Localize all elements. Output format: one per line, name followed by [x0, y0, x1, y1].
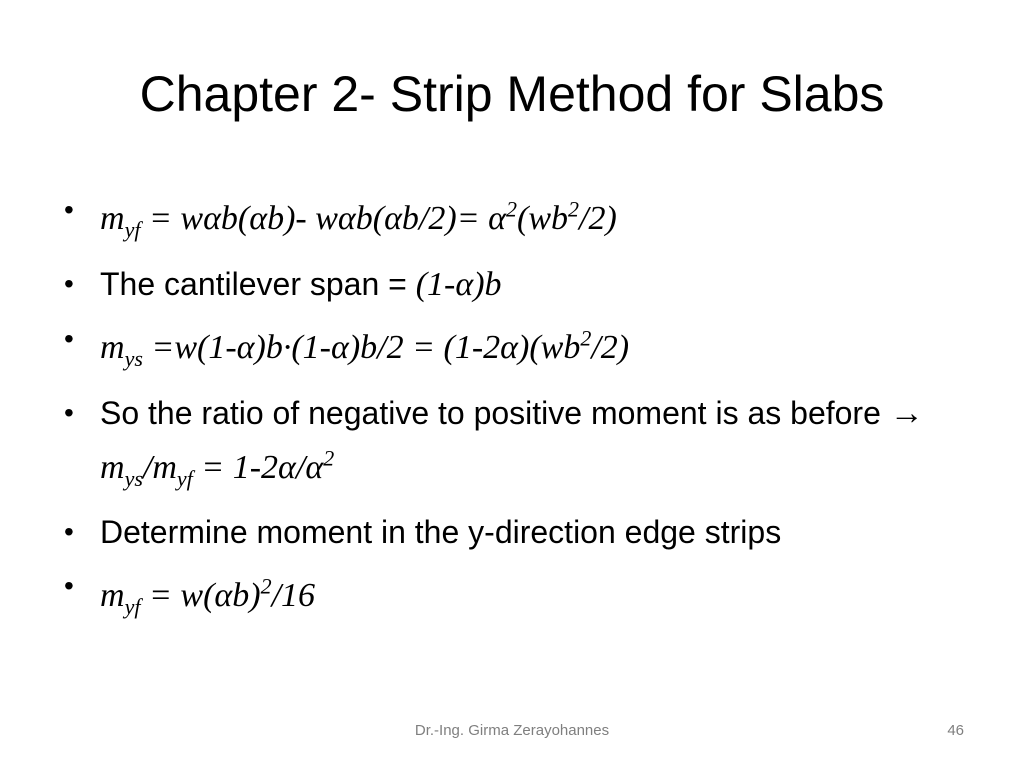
page-number: 46 — [947, 722, 964, 739]
eq-part: /2) — [591, 329, 630, 367]
eq-superscript: 2 — [506, 197, 517, 222]
bullet-item-cantilever-span — [60, 262, 960, 307]
bullet-dot: • — [64, 268, 74, 300]
bullet-text: So the ratio of negative to positive moment is as before — [100, 395, 890, 432]
bullet-dot: • — [64, 397, 74, 429]
bullet-item-myf-equation — [60, 188, 960, 252]
eq-part: /2) — [579, 200, 617, 238]
equation — [100, 326, 630, 372]
footer-author: Dr.-Ing. Girma Zerayohannes — [414, 722, 610, 739]
eq-part: /16 — [271, 576, 316, 614]
eq-part: (wb — [517, 200, 568, 238]
eq-part: =w(1-α)b·(1-α)b/2 = (1-2α)(wb — [142, 329, 581, 367]
bullet-dot: • — [64, 194, 74, 225]
bullet-item-y-direction — [60, 510, 960, 554]
eq-part: = wαb(αb)- wαb(αb/2)= α — [140, 200, 506, 238]
eq-superscript: 2 — [580, 326, 592, 352]
eq-subscript: yf — [176, 465, 193, 491]
arrow-icon: → — [889, 395, 924, 433]
eq-superscript: 2 — [260, 573, 272, 599]
bullet-dot: • — [64, 516, 74, 548]
eq-symbol: m — [100, 576, 125, 614]
eq-subscript: ys — [124, 346, 143, 372]
eq-symbol: m — [100, 329, 125, 367]
bullet-dot: • — [64, 323, 74, 355]
eq-symbol: m — [100, 200, 125, 238]
equation — [100, 573, 316, 619]
bullet-list — [60, 188, 960, 639]
bullet-item-myf-edge — [60, 564, 960, 628]
eq-subscript: yf — [124, 593, 141, 619]
eq-subscript: ys — [124, 465, 143, 491]
eq-superscript: 2 — [568, 197, 579, 222]
bullet-item-mys-equation — [60, 317, 960, 381]
equation — [100, 197, 617, 243]
bullet-text: The cantilever span = — [100, 266, 416, 303]
eq-part: = w(αb) — [140, 576, 261, 614]
eq-subscript: yf — [124, 217, 141, 243]
eq-part: /m — [142, 448, 177, 486]
bullet-item-moment-ratio — [60, 391, 960, 500]
equation: (1-α)b — [415, 266, 502, 304]
eq-superscript: 2 — [323, 445, 335, 471]
bullet-text: Determine moment in the y-direction edge strips — [100, 514, 782, 551]
bullet-dot: • — [64, 570, 74, 602]
slide-title: Chapter 2- Strip Method for Slabs — [139, 66, 885, 122]
eq-part: = 1-2α/α — [192, 448, 324, 486]
eq-symbol: m — [100, 448, 125, 486]
